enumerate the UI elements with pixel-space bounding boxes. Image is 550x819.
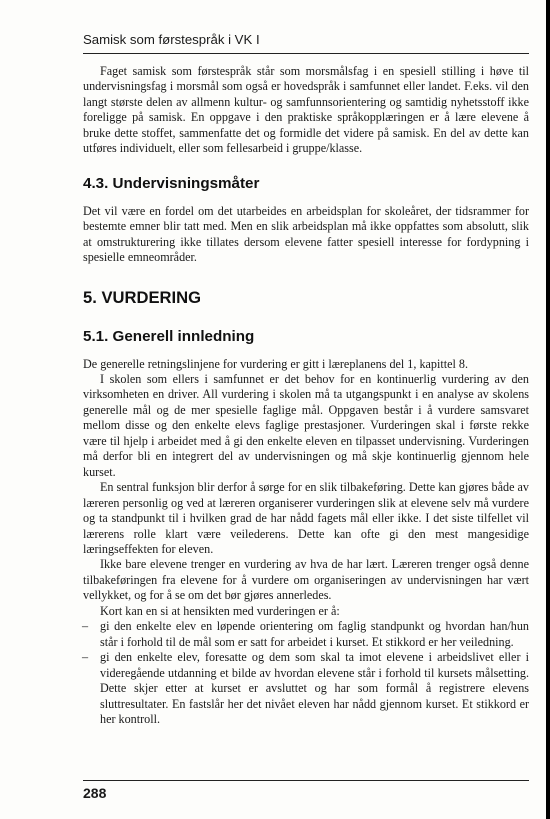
footer-rule (83, 780, 529, 781)
page-content (83, 64, 529, 727)
section-5-1-paragraph: En sentral funksjon blir derfor å sørge for en slik tilbakeføring. Dette kan gjøres både av læreren personlig og ved at læreren organiserer vurderingen slik at elevene selv må vurdere og ta standpunkt til i hvilken grad de har nådd fagets mål eller ikke. I det siste tilfellet vil lærerens rolle klart være veilederens. Dette kan ofte gi den mest mangesidige læringseffekten for eleven. (83, 480, 529, 556)
section-heading-5-1: 5.1. Generell innledning (83, 327, 255, 345)
scan-edge (546, 0, 550, 819)
section-5-1-paragraph: Ikke bare elevene trenger en vurdering av hva de har lært. Læreren trenger også denne tilbakeføringen fra elevene for å vurdere om organiseringen av undervisningen har vært vellykket, og for å se om det bør gjøres annerledes. (83, 557, 529, 603)
chapter-heading-5: 5. VURDERING (83, 287, 202, 307)
section-5-1-paragraph: I skolen som ellers i samfunnet er det behov for en kontinuerlig vurdering av den virksomheten en driver. All vurdering i skolen må ta utgangspunkt i en analyse av skolens generelle mål og de mer spesielle faglige mål. Oppgaven består i å vurdere samsvaret mellom disse og den enkelte elevs faglige prestasjoner. Vurderingen skal i første rekke være til hjelp i arbeidet med å gi den enkelte eleven en tilpasset undervisning. Vurderingen må derfor bli en integrert del av undervisningen og må skje kontinuerlig gjennom hele kurset. (83, 371, 529, 479)
intro-paragraph: Faget samisk som førstespråk står som morsmålsfag i en spesiell stilling i høve til undervisningsfag i morsmål som også er hovedspråk i samfunnet eller landet. F.eks. vil den langt største delen av allmenn kultur- og samfunnsorientering og samtidig nyhetsstoff ikke foreligge på samisk. En oppgave i den praktiske språkopplæringen er å lære elevene å bruke dette stoffet, sammenfatte det og formidle det videre på samisk. En del av dette kan utføres individuelt, eller som fellesarbeid i gruppe/klasse. (83, 64, 529, 156)
purpose-list (83, 619, 529, 727)
header-rule (83, 53, 529, 54)
running-header: Samisk som førstespråk i VK I (83, 32, 260, 47)
section-4-3-paragraph: Det vil være en fordel om det utarbeides en arbeidsplan for skoleåret, der tidsrammer for bestemte emner blir tatt med. Men en slik arbeidsplan må ikke oppfattes som absolutt, slik at omstrukturering ikke tillates dersom elevene fatter spesiell interesse for fordypning i spesielle emneområder. (83, 203, 529, 265)
section-5-1-paragraph: Kort kan en si at hensikten med vurderingen er å: (100, 603, 340, 618)
section-5-1-paragraph: De generelle retningslinjene for vurdering er gitt i læreplanens del 1, kapittel 8. (83, 356, 469, 371)
list-item: – gi den enkelte elev en løpende orientering om faglig standpunkt og hvordan han/hun står i forhold til de mål som er satt for arbeidet i kurset. Et stikkord er her veiledning. (83, 619, 529, 650)
section-heading-4-3: 4.3. Undervisningsmåter (83, 174, 260, 192)
page-number: 288 (83, 785, 107, 801)
list-item: – gi den enkelte elev, foresatte og dem som skal ta imot elevene i arbeidslivet eller i videregående utdanning et bilde av hvordan elevene står i forhold til kursets målsetting. Dette skjer etter at kurset er avsluttet og har som formål å registrere elevens sluttresultater. En fastslår her det nivået eleven har nådd gjennom kurset. Et stikkord er her kontroll. (83, 650, 529, 727)
